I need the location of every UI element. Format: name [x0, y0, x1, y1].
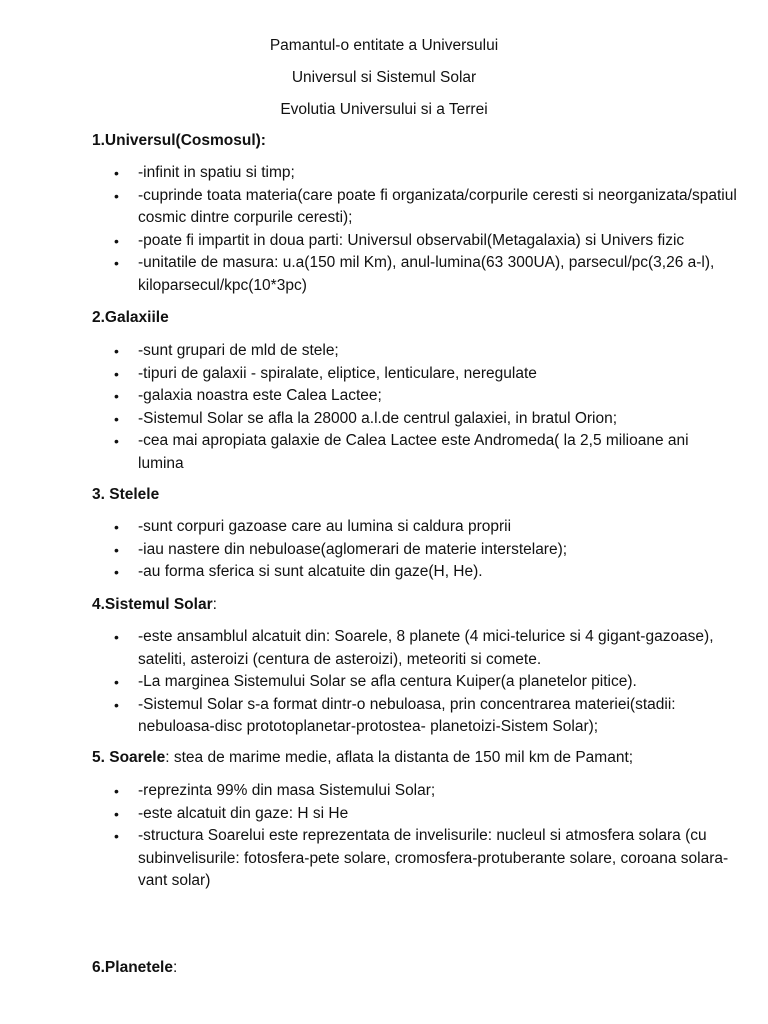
list-item: • -La marginea Sistemului Solar se afla centura Kuiper(a planetelor pitice). — [0, 671, 738, 694]
section-heading-stelele: 3. Stelele — [92, 486, 160, 503]
section-heading-universul: 1.Universul(Cosmosul): — [92, 132, 266, 149]
section-heading-planetele: 6.Planetele: — [92, 959, 178, 976]
list-item: • -Sistemul Solar se afla la 28000 a.l.de centrul galaxiei, in bratul Orion; — [0, 408, 738, 431]
list-item: • -reprezinta 99% din masa Sistemului Solar; — [0, 780, 738, 803]
section-heading-galaxiile: 2.Galaxiile — [92, 309, 169, 326]
bullet-list-universul — [0, 162, 738, 297]
list-item: • -poate fi impartit in doua parti: Universul observabil(Metagalaxia) si Univers fizic — [0, 230, 738, 253]
list-item: • -este alcatuit din gaze: H si He — [0, 803, 738, 826]
list-item: • -au forma sferica si sunt alcatuite din gaze(H, He). — [0, 561, 738, 584]
list-item: • -Sistemul Solar s-a format dintr-o nebuloasa, prin concentrarea materiei(stadii: nebuloasa-disc prototoplanetar-protostea- planetoizi-Sistem Solar); — [0, 694, 738, 739]
bullet-list-soarele — [0, 780, 738, 893]
list-item: • -tipuri de galaxii - spiralate, eliptice, lenticulare, neregulate — [0, 363, 738, 386]
list-item: • -structura Soarelui este reprezentata de invelisurile: nucleul si atmosfera solara (cu subinvelisurile: fotosfera-pete solare, cromosfera-protuberante solare, coroana solara-vant solar) — [0, 825, 738, 893]
list-item: • -este ansamblul alcatuit din: Soarele, 8 planete (4 mici-telurice si 4 gigant-gazoase), sateliti, asteroizi (centura de asteroizi), meteoriti si comete. — [0, 626, 738, 671]
section-heading-sistemul-solar: 4.Sistemul Solar: — [92, 596, 217, 613]
list-item: • -sunt corpuri gazoase care au lumina si caldura proprii — [0, 516, 738, 539]
bullet-list-stelele — [0, 516, 738, 584]
document-subtitle: Universul si Sistemul Solar — [291, 69, 477, 86]
list-item: • -galaxia noastra este Calea Lactee; — [0, 385, 738, 408]
list-item: • -iau nastere din nebuloase(aglomerari de materie interstelare); — [0, 539, 738, 562]
bullet-list-sistemul-solar — [0, 626, 738, 739]
bullet-list-galaxiile — [0, 340, 738, 475]
section-heading-soarele: 5. Soarele: stea de marime medie, aflata la distanta de 150 mil km de Pamant; — [92, 749, 634, 766]
document-subtitle-2: Evolutia Universului si a Terrei — [280, 101, 488, 118]
list-item: • -sunt grupari de mld de stele; — [0, 340, 738, 363]
list-item: • -infinit in spatiu si timp; — [0, 162, 738, 185]
list-item: • -unitatile de masura: u.a(150 mil Km), anul-lumina(63 300UA), parsecul/pc(3,26 a-l), kiloparsecul/kpc(10*3pc) — [0, 252, 738, 297]
document-title: Pamantul-o entitate a Universului — [269, 37, 499, 54]
list-item: • -cuprinde toata materia(care poate fi organizata/corpurile ceresti si neorganizata/spatiul cosmic dintre corpurile ceresti); — [0, 185, 738, 230]
list-item: • -cea mai apropiata galaxie de Calea Lactee este Andromeda( la 2,5 milioane ani lumina — [0, 430, 738, 475]
